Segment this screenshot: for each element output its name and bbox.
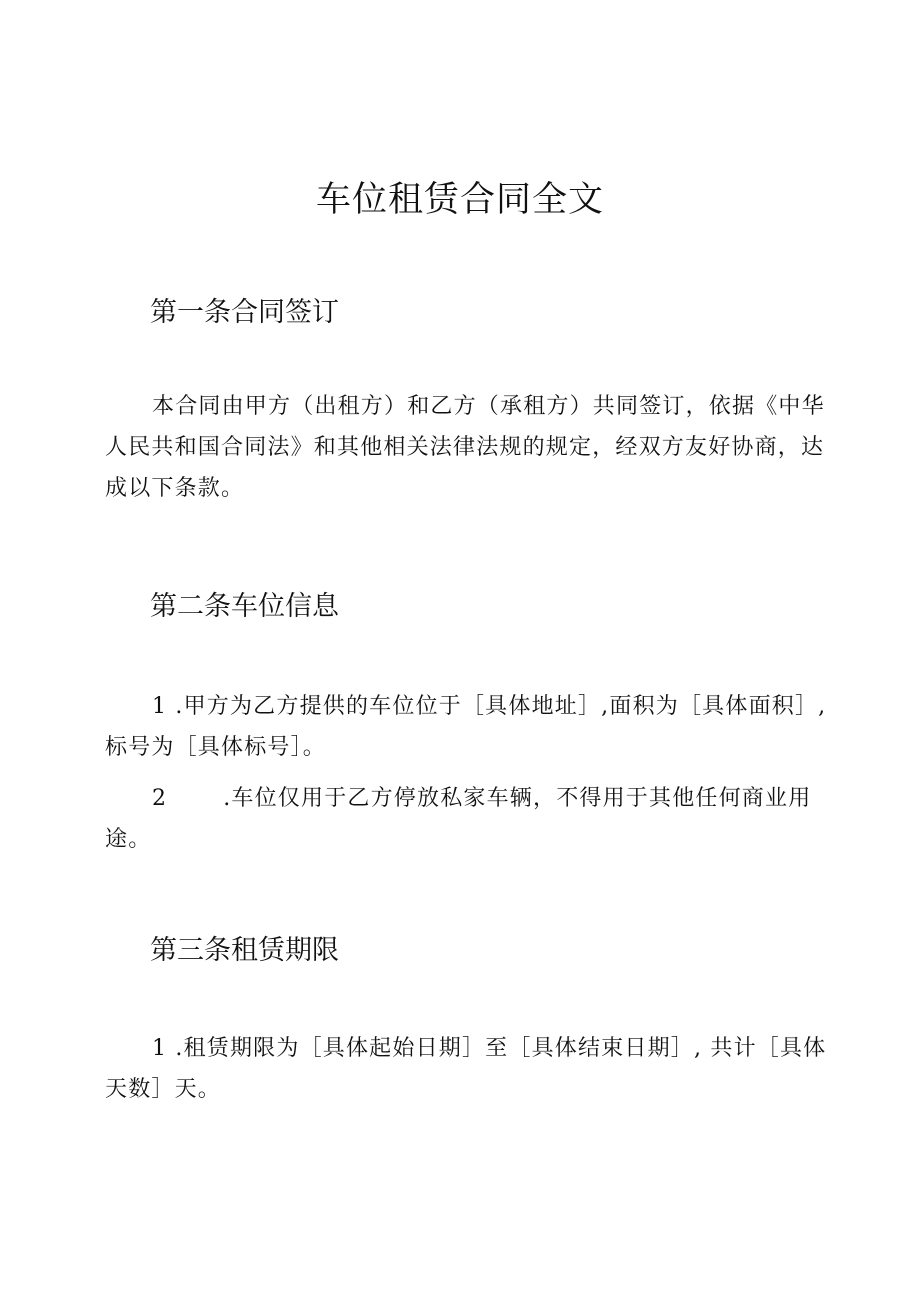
paragraph-line: 成以下条款。	[105, 476, 245, 501]
section-heading-3: 第三条租赁期限	[150, 935, 339, 966]
section-2-item-1	[105, 686, 827, 768]
paragraph-line: 1 .租赁期限为［具体起始日期］至［具体结束日期］, 共计［具体	[152, 1036, 827, 1061]
paragraph-line: 本合同由甲方（出租方）和乙方（承租方）共同签订，依据《中华	[152, 394, 825, 419]
item-number: 2	[152, 786, 168, 811]
section-2-item-2	[105, 778, 820, 860]
document-title: 车位租赁合同全文	[315, 180, 604, 220]
item-text: .车位仅用于乙方停放私家车辆，不得用于其他任何商业用	[223, 786, 812, 811]
section-1-paragraph	[105, 386, 825, 509]
paragraph-line: 人民共和国合同法》和其他相关法律法规的规定，经双方友好协商，达	[105, 435, 825, 460]
paragraph-line: 1 .甲方为乙方提供的车位位于［具体地址］,面积为［具体面积］,	[152, 694, 827, 719]
paragraph-line: 途。	[105, 827, 152, 852]
section-heading-2: 第二条车位信息	[150, 591, 339, 622]
paragraph-line: 标号为［具体标号］。	[105, 735, 327, 760]
paragraph-line: 天数］天。	[105, 1077, 222, 1102]
section-3-item-1	[105, 1028, 827, 1110]
paragraph-line	[105, 778, 820, 819]
section-heading-1: 第一条合同签订	[150, 297, 339, 328]
